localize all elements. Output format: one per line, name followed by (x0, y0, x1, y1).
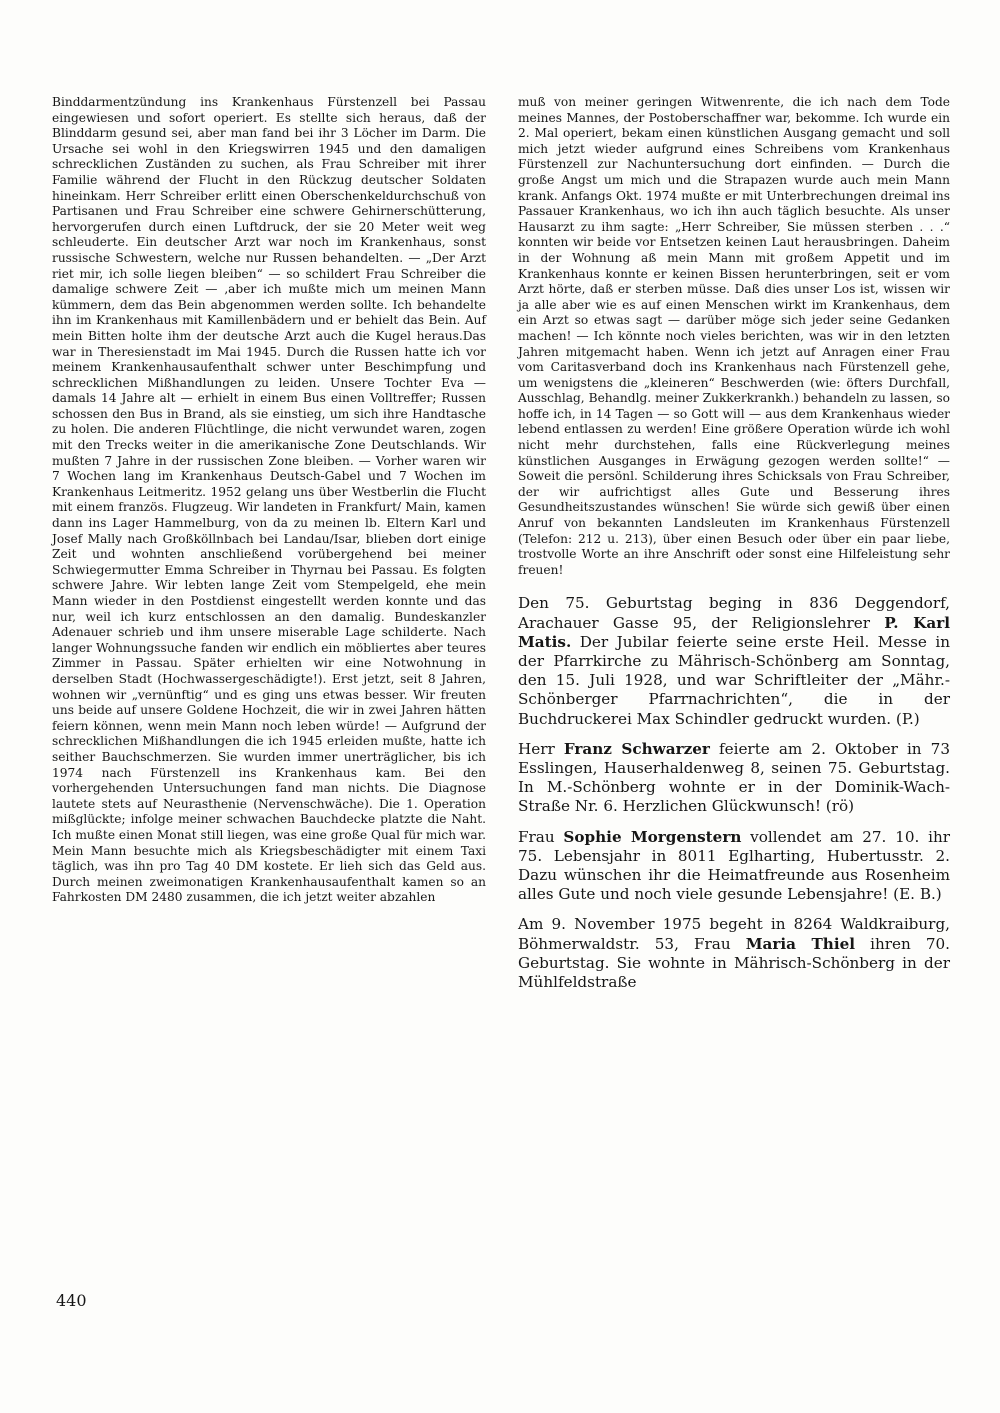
page-number: 440 (56, 1291, 87, 1310)
notice-text: ihren 70. Geburtstag. Sie wohnte in Mährisch-Schönberg in der Mühlfeldstraße (518, 934, 950, 992)
notice-text: vollendet am 27. 10. ihr 75. Lebensjahr in 8011 Eglharting, Hubertusstr. 2. Dazu wünschen ihr die Heimatfreunde aus Rosenheim alles Gute und noch viele gesunde Lebensjahre! (E. B.) (518, 827, 950, 904)
birthday-notice-thiel (518, 915, 950, 992)
notice-text: Frau (518, 827, 564, 846)
birthday-notice-morgenstern (518, 828, 950, 905)
right-column-continuation: muß von meiner geringen Witwenrente, die ich nach dem Tode meines Mannes, der Postoberschaffner war, bekomme. Ich wurde ein 2. Mal operiert, bekam einen künstlichen Ausgang gemacht und soll mich jetzt wieder aufgrund eines Schreibens vom Krankenhaus Fürstenzell zur Nachuntersuchung dort einfinden. — Durch die große Angst um mich und die Strapazen wurde auch mein Mann krank. Anfangs Okt. 1974 mußte er mit Unterbrechungen dreimal ins Passauer Krankenhaus, wo ich ihn auch täglich besuchte. Als unser Hausarzt zu ihm sagte: „Herr Schreiber, Sie müssen sterben . . .“ konnten wir beide vor Entsetzen keinen Laut herausbringen. Daheim in der Wohnung aß mein Mann mit großem Appetit und im Krankenhaus konnte er keinen Bissen herunterbringen, seit er vom Arzt hörte, daß er sterben müsse. Daß dies unser Los ist, wissen wir ja alle aber wie es auf einen Menschen wirkt im Krankenhaus, dem ein Arzt so etwas sagt — darüber möge sich jeder seine Gedanken machen! — Ich könnte noch vieles berichten, was wir in den letzten Jahren mitgemacht haben. Wenn ich jetzt auf Anragen einer Frau vom Caritasverband doch ins Krankenhaus nach Fürstenzell gehe, um wenigstens die „kleineren“ Beschwerden (wie: öfters Durchfall, Ausschlag, Behandlg. meiner Zukkerkrankh.) behandeln zu lassen, so hoffe ich, in 14 Tagen — so Gott will — aus dem Krankenhaus wieder lebend entlassen zu werden! Eine größere Operation würde ich wohl nicht mehr durchstehen, falls eine Rückverlegung meines künstlichen Ausganges in Erwägung gezogen werden sollte!“ — Soweit die persönl. Schilderung ihres Schicksals von Frau Schreiber, der wir aufrichtigst alles Gute und Besserung ihres Gesundheitszustandes wünschen! Sie würde sich gewiß über einen Anruf von bekannten Landsleuten im Krankenhaus Fürstenzell (Telefon: 212 u. 213), über einen Besuch oder über ein paar liebe, trostvolle Worte an ihre Anschrift oder sonst eine Hilfeleistung sehr freuen! (518, 95, 950, 577)
right-column (518, 95, 950, 992)
notice-name: Franz Schwarzer (563, 739, 710, 758)
notice-name: Sophie Morgenstern (563, 827, 742, 846)
notice-text: Am 9. November 1975 begeht in 8264 Waldkraiburg, Böhmerwaldstr. 53, Frau (518, 915, 950, 953)
notice-name: Maria Thiel (745, 934, 856, 953)
notice-text: Der Jubilar feierte seine erste Heil. Messe in der Pfarrkirche zu Mährisch-Schönberg am Sonntag, den 15. Juli 1928, und war Schriftleiter der „Mähr.-Schönberger Pfarrnachrichten“, die in der Buchdruckerei Max Schindler gedruckt wurden. (P.) (518, 632, 950, 728)
notice-text: Herr (518, 739, 564, 758)
birthday-notice-schwarzer (518, 740, 950, 817)
notice-name: P. Karl Matis. (518, 613, 950, 651)
notice-text: feierte am 2. Oktober in 73 Esslingen, Hauserhaldenweg 8, seinen 75. Geburtstag. In M.-Schönberg wohnte er in der Dominik-Wach-Straße Nr. 6. Herzlichen Glückwunsch! (rö) (518, 739, 950, 816)
left-column-text: Binddarmentzündung ins Krankenhaus Fürstenzell bei Passau eingewiesen und sofort operiert. Es stellte sich heraus, daß der Blinddarm gesund sei, aber man fand bei ihr 3 Löcher im Darm. Die Ursache sei wohl in den Kriegswirren 1945 und den damaligen schrecklichen Zuständen zu suchen, als Frau Schreiber mit ihrer Familie während der Flucht in den Rückzug deutscher Soldaten hineinkam. Herr Schreiber erlitt einen Oberschenkeldurchschuß von Partisanen und Frau Schreiber eine schwere Gehirnerschütterung, hervorgerufen durch einen Luftdruck, der sie 20 Meter weit weg schleuderte. Ein deutscher Arzt war noch im Krankenhaus, sonst russische Schwestern, welche nur Russen behandelten. — „Der Arzt riet mir, ich solle liegen bleiben“ — so schildert Frau Schreiber die damalige schwere Zeit — ‚aber ich mußte mich um meinen Mann kümmern, dem das Bein abgenommen werden sollte. Ich behandelte ihn im Krankenhaus mit Kamillenbädern und er behielt das Bein. Auf mein Bitten holte ihm der deutsche Arzt auch die Kugel heraus.Das war in Theresienstadt im Mai 1945. Durch die Russen hatte ich vor meinem Krankenhausaufenthalt schwer unter Beschimpfung und schrecklichen Mißhandlungen zu leiden. Unsere Tochter Eva — damals 14 Jahre alt — erhielt in einem Bus einen Volltreffer; Russen schossen den Bus in Brand, als sie einstieg, um sich ihre Handtasche zu holen. Die anderen Flüchtlinge, die nicht verwundet waren, zogen mit den Trecks weiter in die amerikanische Zone Deutschlands. Wir mußten 7 Jahre in der russischen Zone bleiben. — Vorher waren wir 7 Wochen lang im Krankenhaus Deutsch-Gabel und 7 Wochen im Krankenhaus Leitmeritz. 1952 gelang uns über Westberlin die Flucht mit einem französ. Flugzeug. Wir landeten in Frankfurt/ Main, kamen dann ins Lager Hammelburg, von da zu meinen lb. Eltern Karl und Josef Mally nach Großköllnbach bei Landau/Isar, blieben dort einige Zeit und wohnten anschließend vorübergehend bei meiner Schwiegermutter Emma Schreiber in Thyrnau bei Passau. Es folgten schwere Jahre. Wir lebten lange Zeit vom Stempelgeld, ehe mein Mann wieder in den Postdienst eingestellt werden konnte und das nur, weil ich kurz entschlossen an den damalig. Bundeskanzler Adenauer schrieb und ihm unsere miserable Lage schilderte. Nach langer Wohnungssuche fanden wir endlich ein möbliertes aber teures Zimmer in Passau. Später erhielten wir eine Notwohnung in derselben Stadt (Hochwassergeschädigte!). Erst jetzt, seit 8 Jahren, wohnen wir „vernünftig“ und es ging uns etwas besser. Wir freuten uns beide auf unsere Goldene Hochzeit, die wir in zwei Jahren hätten feiern können, wenn mein Mann noch leben würde! — Aufgrund der schrecklichen Mißhandlungen die ich 1945 erleiden mußte, hatte ich seither Bauchschmerzen. Sie wurden immer unerträglicher, bis ich 1974 nach Fürstenzell ins Krankenhaus kam. Bei den vorhergehenden Untersuchungen fand man nichts. Die Diagnose lautete stets auf Neurasthenie (Nervenschwäche). Die 1. Operation mißglückte; infolge meiner schwachen Bauchdecke platzte die Naht. Ich mußte einen Monat still liegen, was eine große Qual für mich war. Mein Mann besuchte mich als Kriegsbeschädigter mit einem Taxi täglich, was ihn pro Tag 40 DM kostete. Er lieh sich das Geld aus. Durch meinen zweimonatigen Krankenhausaufenthalt kamen so an Fahrkosten DM 2480 zusammen, die ich jetzt weiter abzahlen (52, 95, 486, 905)
notice-text: Den 75. Geburtstag beging in 836 Deggendorf, Arachauer Gasse 95, der Religionslehrer (518, 594, 950, 632)
birthday-notice-matis (518, 594, 950, 728)
left-column (52, 95, 486, 906)
